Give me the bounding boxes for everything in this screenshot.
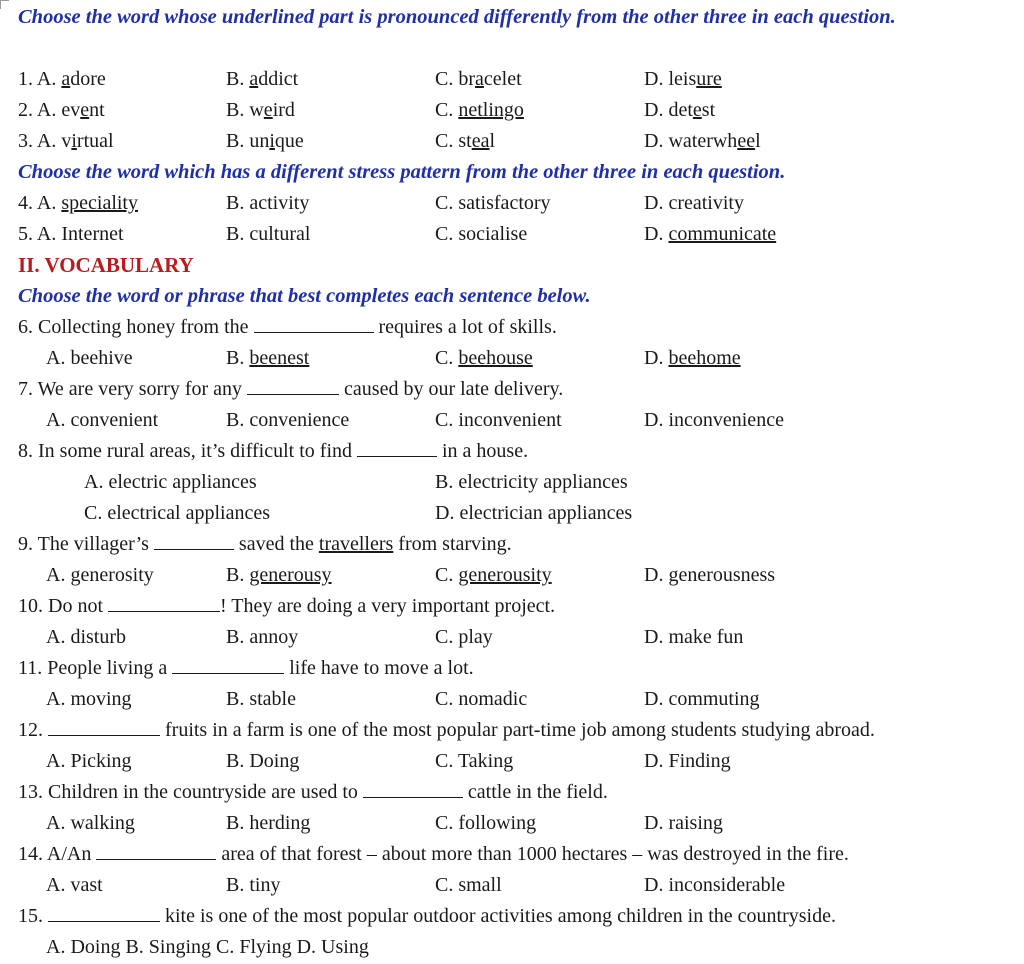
q10-option-b: B. annoy xyxy=(226,626,299,648)
q14-option-b: B. tiny xyxy=(226,874,281,896)
question-15-stem: 15. kite is one of the most popular outdoor activities among children in the countryside. xyxy=(18,905,836,927)
q11-option-b: B. stable xyxy=(226,688,296,710)
vocabulary-instruction: Choose the word or phrase that best completes each sentence below. xyxy=(18,285,591,307)
answer-blank[interactable] xyxy=(96,841,216,860)
question-2 xyxy=(18,95,1014,126)
pronunciation-instruction: Choose the word whose underlined part is pronounced differently from the other three in each question. xyxy=(18,6,896,28)
q13-option-d: D. raising xyxy=(644,812,723,834)
vocabulary-heading: II. VOCABULARY xyxy=(18,253,194,277)
question-8-stem: 8. In some rural areas, it’s difficult to find in a house. xyxy=(18,440,529,462)
q9-option-a: A. generosity xyxy=(46,564,154,586)
page-corner-mark xyxy=(0,0,9,9)
q7-option-a: A. convenient xyxy=(46,409,159,431)
answer-blank[interactable] xyxy=(48,903,160,922)
question-12-options xyxy=(18,746,1014,777)
q3-option-a: 3. A. virtual xyxy=(18,130,114,152)
q3-option-b: B. unique xyxy=(226,130,304,152)
question-4 xyxy=(18,188,1014,219)
question-14-options xyxy=(18,870,1014,901)
question-14-stem: 14. A/An area of that forest – about more than 1000 hectares – was destroyed in the fire. xyxy=(18,843,849,865)
q5-option-a: 5. A. Internet xyxy=(18,223,124,245)
q2-option-d: D. detest xyxy=(644,99,716,121)
q2-option-c: C. netlingo xyxy=(435,99,524,121)
answer-blank[interactable] xyxy=(48,717,160,736)
q10-option-c: C. play xyxy=(435,626,493,648)
q10-option-a: A. disturb xyxy=(46,626,126,648)
answer-blank[interactable] xyxy=(108,593,220,612)
q5-option-d: D. communicate xyxy=(644,223,777,245)
q5-option-b: B. cultural xyxy=(226,223,311,245)
q8-option-d: D. electrician appliances xyxy=(435,502,633,524)
q11-option-a: A. moving xyxy=(46,688,132,710)
q2-option-b: B. weird xyxy=(226,99,295,121)
question-3 xyxy=(18,126,1014,157)
answer-blank[interactable] xyxy=(172,655,284,674)
q7-option-b: B. convenience xyxy=(226,409,350,431)
q6-option-c: C. beehouse xyxy=(435,347,533,369)
q12-option-a: A. Picking xyxy=(46,750,132,772)
answer-blank[interactable] xyxy=(363,779,463,798)
q1-option-c: C. bracelet xyxy=(435,68,522,90)
q8-option-b: B. electricity appliances xyxy=(435,471,628,493)
q2-option-a: 2. A. event xyxy=(18,99,105,121)
question-9-options xyxy=(18,560,1014,591)
q1-option-b: B. addict xyxy=(226,68,299,90)
q3-option-d: D. waterwheel xyxy=(644,130,761,152)
q9-option-c: C. generousity xyxy=(435,564,552,586)
q10-option-d: D. make fun xyxy=(644,626,744,648)
q13-option-a: A. walking xyxy=(46,812,135,834)
stress-instruction: Choose the word which has a different stress pattern from the other three in each question. xyxy=(18,161,786,183)
answer-blank[interactable] xyxy=(254,314,374,333)
q4-option-a: 4. A. speciality xyxy=(18,192,138,214)
q13-option-c: C. following xyxy=(435,812,537,834)
q14-option-a: A. vast xyxy=(46,874,103,896)
q12-option-c: C. Taking xyxy=(435,750,514,772)
q7-option-c: C. inconvenient xyxy=(435,409,562,431)
q7-option-d: D. inconvenience xyxy=(644,409,784,431)
q3-option-c: C. steal xyxy=(435,130,496,152)
q8-option-c: C. electrical appliances xyxy=(84,502,271,524)
q11-option-c: C. nomadic xyxy=(435,688,528,710)
q12-option-b: B. Doing xyxy=(226,750,300,772)
q6-option-a: A. beehive xyxy=(46,347,133,369)
q5-option-c: C. socialise xyxy=(435,223,528,245)
q9-option-b: B. generousy xyxy=(226,564,332,586)
question-15-options xyxy=(18,932,1014,963)
question-7-options xyxy=(18,405,1014,436)
question-12-stem: 12. fruits in a farm is one of the most popular part-time job among students studying abroad. xyxy=(18,719,875,741)
q6-option-d: D. beehome xyxy=(644,347,741,369)
q11-option-d: D. commuting xyxy=(644,688,760,710)
q12-option-d: D. Finding xyxy=(644,750,731,772)
q1-option-d: D. leisure xyxy=(644,68,722,90)
q8-option-a: A. electric appliances xyxy=(84,471,257,493)
question-8-options-row2 xyxy=(18,498,1014,529)
q4-option-b: B. activity xyxy=(226,192,310,214)
question-11-stem: 11. People living a life have to move a lot. xyxy=(18,657,474,679)
q15-options-text: A. Doing B. Singing C. Flying D. Using xyxy=(46,936,369,958)
answer-blank[interactable] xyxy=(247,376,339,395)
question-10-options xyxy=(18,622,1014,653)
answer-blank[interactable] xyxy=(154,531,234,550)
q4-option-c: C. satisfactory xyxy=(435,192,551,214)
question-11-options xyxy=(18,684,1014,715)
question-6-stem: 6. Collecting honey from the requires a lot of skills. xyxy=(18,316,557,338)
q14-option-c: C. small xyxy=(435,874,502,896)
question-13-options xyxy=(18,808,1014,839)
question-1 xyxy=(18,64,1014,95)
answer-blank[interactable] xyxy=(357,438,437,457)
question-10-stem: 10. Do not ! They are doing a very important project. xyxy=(18,595,556,617)
question-6-options xyxy=(18,343,1014,374)
q13-option-b: B. herding xyxy=(226,812,311,834)
question-5 xyxy=(18,219,1014,250)
q1-option-a: 1. A. adore xyxy=(18,68,106,90)
q4-option-d: D. creativity xyxy=(644,192,744,214)
question-8-options-row1 xyxy=(18,467,1014,498)
q14-option-d: D. inconsiderable xyxy=(644,874,786,896)
question-7-stem: 7. We are very sorry for any caused by our late delivery. xyxy=(18,378,564,400)
q9-option-d: D. generousness xyxy=(644,564,776,586)
question-13-stem: 13. Children in the countryside are used to cattle in the field. xyxy=(18,781,608,803)
q6-option-b: B. beenest xyxy=(226,347,310,369)
question-9-stem: 9. The villager’s saved the travellers from starving. xyxy=(18,533,512,555)
